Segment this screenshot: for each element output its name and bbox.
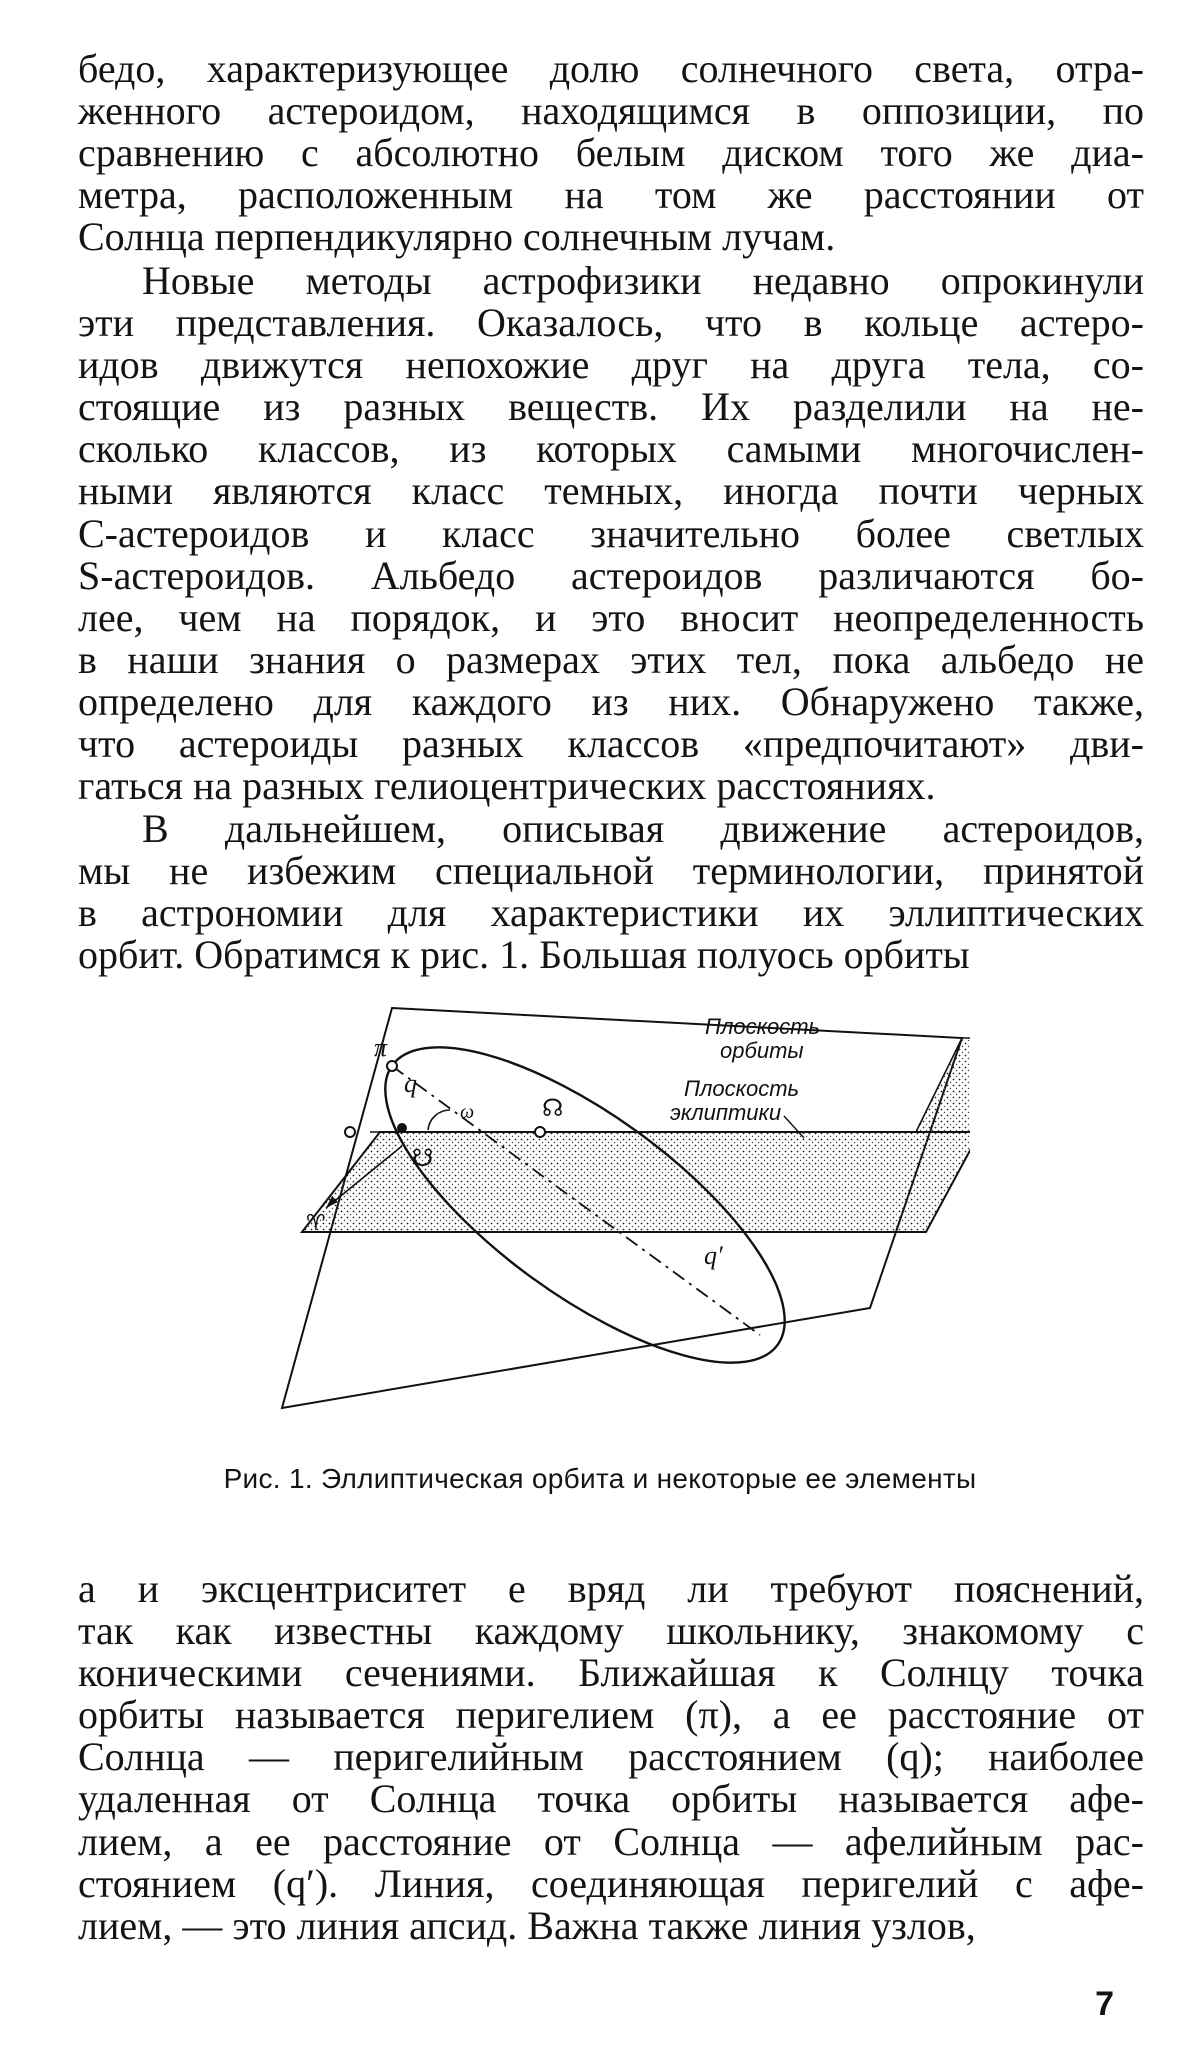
- label-descending-node: ☋: [412, 1144, 433, 1172]
- text-line: ными являются класс темных, иногда почти черных: [78, 470, 1144, 512]
- text-line: мы не избежим специальной терминологии, принятой: [78, 850, 1144, 892]
- text-line: a и эксцентриситет e вряд ли требуют пояснений,: [78, 1568, 1144, 1610]
- label-orbit-plane-1: Плоскость: [705, 1014, 820, 1039]
- label-ecliptic-plane-2: эклиптики: [670, 1100, 781, 1125]
- paragraph-3: [78, 808, 1144, 976]
- label-perihelion-distance: q: [404, 1069, 417, 1098]
- label-ecliptic-plane-1: Плоскость: [684, 1076, 799, 1101]
- text-line: удаленная от Солнца точка орбиты называется афе-: [78, 1778, 1144, 1820]
- text-line: лием, а ее расстояние от Солнца — афелийным рас-: [78, 1821, 1144, 1863]
- book-page: [0, 0, 1200, 2061]
- orbit-figure: [280, 1000, 970, 1420]
- figure-caption: Рис. 1. Эллиптическая орбита и некоторые ее элементы: [0, 1463, 1200, 1495]
- text-line: женного астероидом, находящимся в оппозиции, по: [78, 90, 1144, 132]
- paragraph-4: [78, 1568, 1144, 1947]
- text-line: Новые методы астрофизики недавно опрокинули: [78, 260, 1144, 302]
- text-line: C-астероидов и класс значительно более светлых: [78, 513, 1144, 555]
- text-line: сколько классов, из которых самыми многочислен-: [78, 428, 1144, 470]
- text-line: в астрономии для характеристики их эллиптических: [78, 892, 1144, 934]
- label-argument: ω: [460, 1101, 474, 1123]
- text-line: стоящие из разных веществ. Их разделили на не-: [78, 386, 1144, 428]
- text-line: идов движутся непохожие друг на друга тела, со-: [78, 344, 1144, 386]
- text-line: так как известны каждому школьнику, знакомому с: [78, 1610, 1144, 1652]
- ecliptic-plane: [302, 1132, 970, 1232]
- text-line: стоянием (q′). Линия, соединяющая перигелий с афе-: [78, 1863, 1144, 1905]
- text-line: метра, расположенным на том же расстоянии от: [78, 174, 1144, 216]
- text-line: сравнению с абсолютно белым диском того же диа-: [78, 132, 1144, 174]
- text-line: орбит. Обратимся к рис. 1. Большая полуось орбиты: [78, 934, 1144, 976]
- text-line: лием, — это линия апсид. Важна также линия узлов,: [78, 1905, 1144, 1947]
- label-orbit-plane-2: орбиты: [720, 1038, 804, 1063]
- paragraph-1: [78, 48, 1144, 258]
- text-line: лее, чем на порядок, и это вносит неопределенность: [78, 597, 1144, 639]
- text-line: что астероиды разных классов «предпочитают» дви-: [78, 723, 1144, 765]
- page-number: 7: [1095, 1985, 1114, 2024]
- ascending-node-point: [535, 1127, 545, 1137]
- descending-node-point: [345, 1127, 355, 1137]
- text-line: S-астероидов. Альбедо астероидов различаются бо-: [78, 555, 1144, 597]
- text-line: коническими сечениями. Ближайшая к Солнцу точка: [78, 1652, 1144, 1694]
- sun-point: [397, 1123, 407, 1133]
- label-ascending-node: ☊: [542, 1094, 563, 1122]
- label-vernal-equinox: ♈: [306, 1211, 326, 1236]
- label-aphelion-distance: q′: [704, 1241, 723, 1270]
- text-line: гаться на разных гелиоцентрических расстояниях.: [78, 765, 1144, 807]
- text-line: определено для каждого из них. Обнаружено также,: [78, 681, 1144, 723]
- text-line: эти представления. Оказалось, что в кольце астеро-: [78, 302, 1144, 344]
- orbit-diagram: [280, 1000, 970, 1420]
- text-line: В дальнейшем, описывая движение астероидов,: [78, 808, 1144, 850]
- paragraph-2: [78, 260, 1144, 807]
- perihelion-point: [387, 1061, 397, 1071]
- text-line: Солнца перпендикулярно солнечным лучам.: [78, 216, 1144, 258]
- text-line: в наши знания о размерах этих тел, пока альбедо не: [78, 639, 1144, 681]
- text-line: бедо, характеризующее долю солнечного света, отра-: [78, 48, 1144, 90]
- label-perihelion: π: [374, 1033, 388, 1062]
- text-line: Солнца — перигелийным расстоянием (q); наиболее: [78, 1736, 1144, 1778]
- text-line: орбиты называется перигелием (π), а ее расстояние от: [78, 1694, 1144, 1736]
